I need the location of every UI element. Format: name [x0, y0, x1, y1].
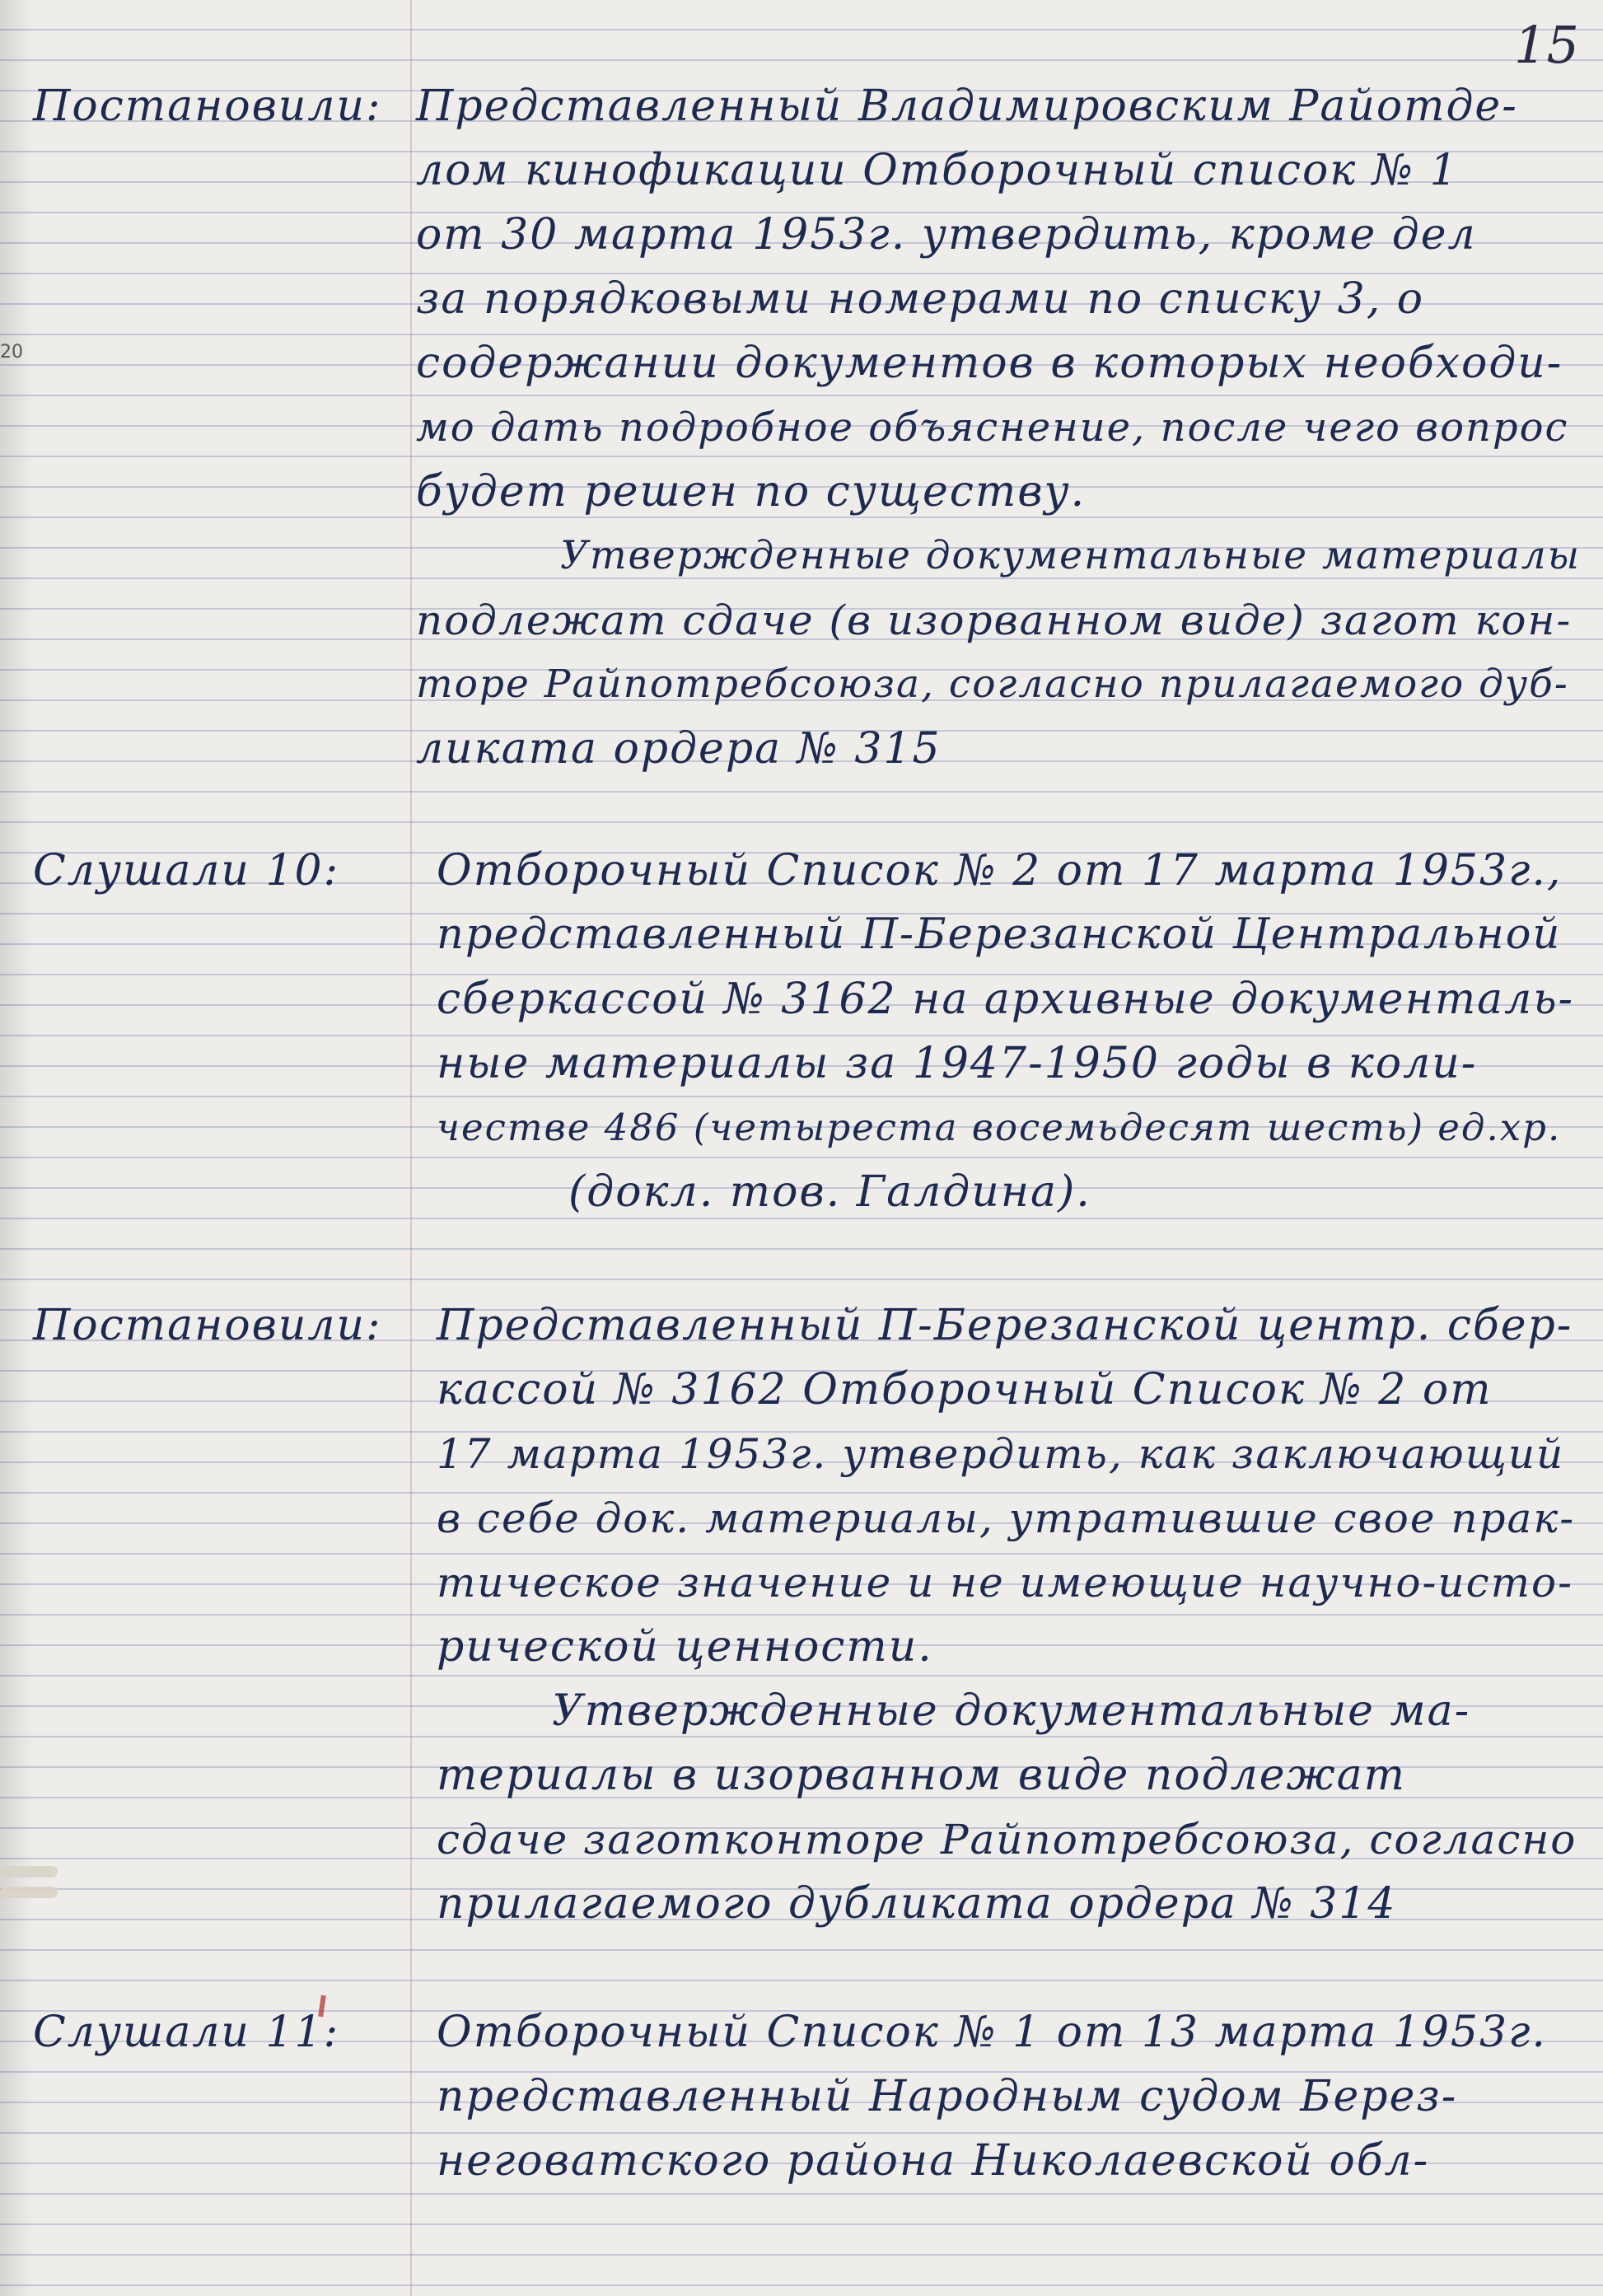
text-line: в себе док. материалы, утратившие свое прак-: [437, 1494, 1576, 1542]
text-line: рической ценности.: [437, 1622, 933, 1672]
text-line: сдаче заготконторе Райпотребсоюза, согласно: [437, 1816, 1577, 1863]
margin-mark: 20: [0, 342, 23, 362]
text-line: кассой № 3162 Отборочный Список № 2 от: [437, 1365, 1493, 1415]
text-line: торе Райпотребсоюза, согласно прилагаемого дуб-: [416, 662, 1569, 707]
binding-string: [0, 1866, 58, 1877]
text-line: мо дать подробное объяснение, после чего вопрос: [416, 404, 1569, 451]
text-line: прилагаемого дубликата ордера № 314: [437, 1879, 1397, 1929]
text-line: сберкассой № 3162 на архивные документаль-: [437, 975, 1575, 1024]
section-label: Постановили:: [33, 82, 382, 131]
text-line: ликата ордера № 315: [416, 724, 942, 774]
text-line: Утвержденные документальные материалы: [560, 533, 1581, 578]
text-line: Отборочный Список № 1 от 13 марта 1953г.: [437, 2008, 1547, 2057]
text-line: Утвержденные документальные ма-: [552, 1686, 1471, 1736]
text-line: териалы в изорванном виде подлежат: [437, 1751, 1406, 1800]
text-line: от 30 марта 1953г. утвердить, кроме дел: [416, 210, 1477, 260]
text-line: представленный Народным судом Берез-: [437, 2072, 1458, 2121]
text-line: Представленный Владимировским Райотде-: [416, 82, 1518, 131]
text-line: неговатского района Николаевской обл-: [437, 2136, 1430, 2186]
text-line: будет решен по существу.: [416, 467, 1087, 517]
section-label: Постановили:: [33, 1301, 382, 1350]
binding-string: [0, 1887, 58, 1898]
text-line: тическое значение и не имеющие научно-исто-: [437, 1559, 1573, 1606]
text-line: лом кинофикации Отборочный список № 1: [416, 146, 1459, 195]
text-line: Представленный П-Березанской центр. сбер-: [437, 1301, 1573, 1350]
section-label: Слушали 10:: [33, 846, 340, 895]
text-line: (докл. тов. Галдина).: [568, 1167, 1091, 1217]
text-line: представленный П-Березанской Центральной: [437, 910, 1562, 959]
page-number: 15: [1514, 15, 1579, 75]
text-line: за порядковыми номерами по списку 3, о: [416, 274, 1425, 324]
margin-rule: [410, 0, 412, 2296]
text-line: подлежат сдаче (в изорванном виде) загот кон-: [416, 596, 1573, 644]
section-label: Слушали 11:: [33, 2008, 340, 2057]
text-line: содержании документов в которых необходи-: [416, 339, 1563, 388]
text-line: Отборочный Список № 2 от 17 марта 1953г.,: [437, 846, 1563, 895]
text-line: честве 486 (четыреста восемьдесят шесть) ед.хр.: [437, 1106, 1562, 1149]
text-line: ные материалы за 1947-1950 годы в коли-: [437, 1039, 1478, 1088]
text-line: 17 марта 1953г. утвердить, как заключающий: [437, 1430, 1565, 1478]
